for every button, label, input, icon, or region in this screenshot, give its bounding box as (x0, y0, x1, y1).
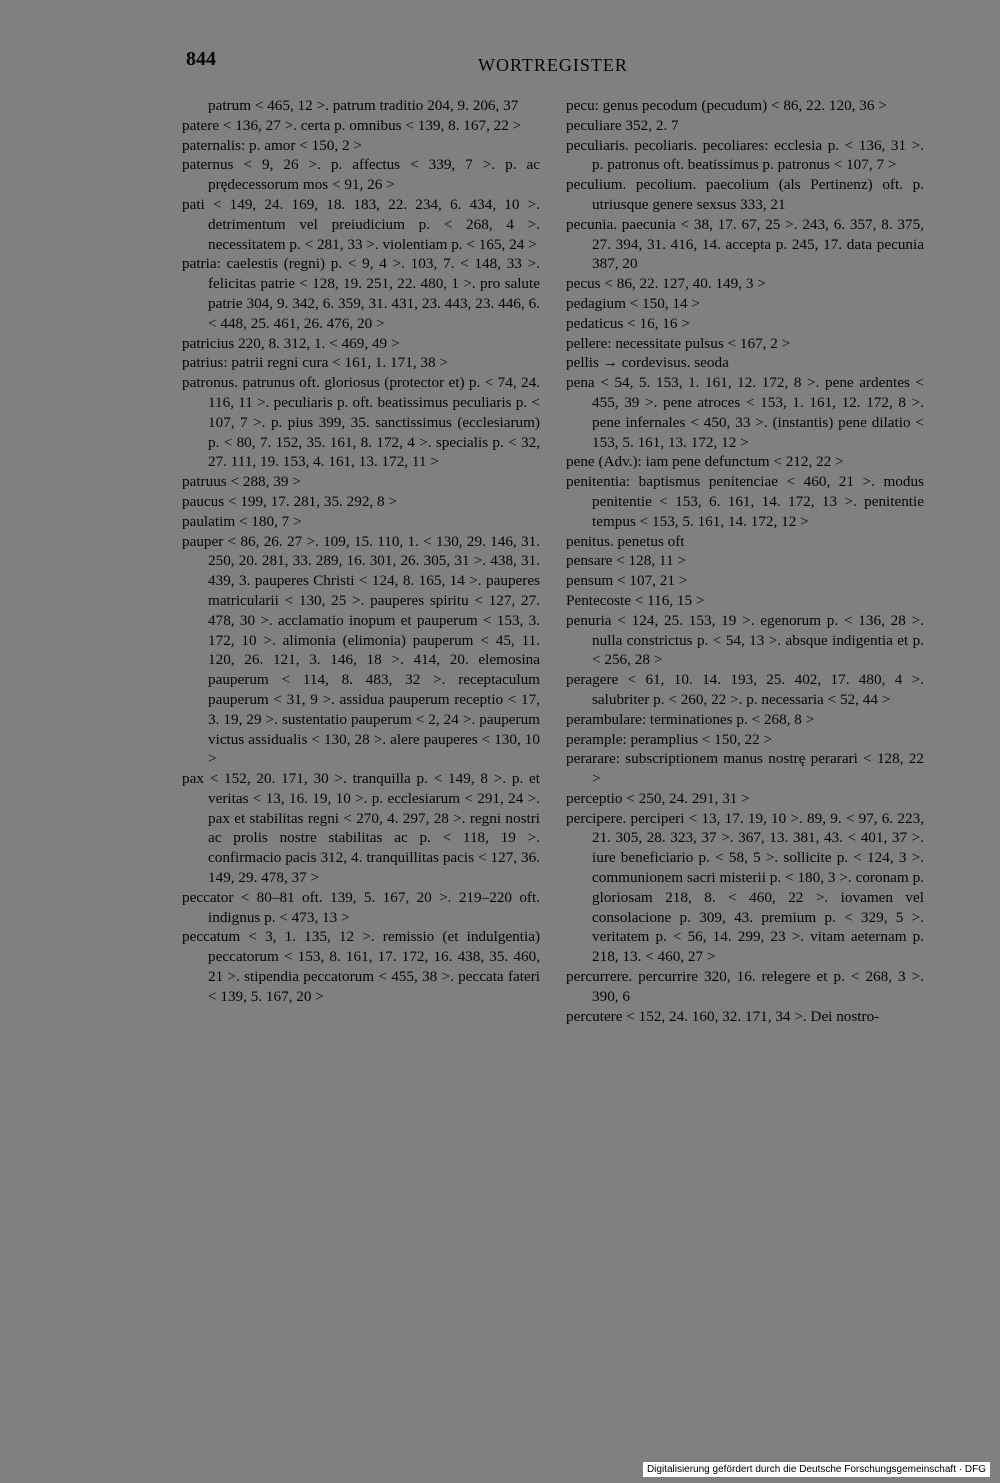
page-number: 844 (186, 48, 216, 70)
index-entry: patronus. patrunus oft. gloriosus (protector et) p. < 74, 24. 116, 11 >. peculiaris p. oft. beatissimus peculiaris p. < 107, 7 >. p. pius 399, 35. sanctissimus (ecclesiarum) p. < 80, 7. 152, 35. 161, 8. 172, 4 >. specialis p. < 32, 27. 111, 19. 153, 4. 161, 13. 172, 11 > (182, 374, 540, 471)
index-entry: percurrere. percurrire 320, 16. relegere et p. < 268, 3 >. 390, 6 (566, 968, 924, 1005)
index-entry: perarare: subscriptionem manus nostrę perarari < 128, 22 > (566, 750, 924, 788)
index-entry: patricius 220, 8. 312, 1. < 469, 49 > (182, 334, 400, 352)
dfg-stamp: Digitalisierung gefördert durch die Deutsche Forschungsgemeinschaft · DFG (643, 1462, 990, 1477)
index-entry: peculiare 352, 2. 7 (566, 116, 679, 134)
index-entry: pellere: necessitate pulsus < 167, 2 > (566, 334, 791, 352)
index-entry: pecunia. paecunia < 38, 17. 67, 25 >. 243, 6. 357, 8. 375, 27. 394, 31. 416, 14. accepta p. 245, 17. data pecunia 387, 20 (566, 215, 924, 273)
index-entry: peculium. pecolium. paecolium (als Pertinenz) oft. p. utriusque genere sexsus 333, 21 (566, 176, 924, 213)
index-entry: paucus < 199, 17. 281, 35. 292, 8 > (182, 492, 397, 510)
index-entry: pensum < 107, 21 > (566, 572, 688, 590)
index-entry: penitus. penetus oft (566, 532, 685, 550)
index-entry: Pentecoste < 116, 15 > (566, 591, 705, 609)
index-entry: pellis → cordevisus. seoda (566, 354, 729, 372)
index-entry: paternus < 9, 26 >. p. affectus < 339, 7 >. p. ac prędecessorum mos < 91, 26 > (182, 156, 540, 194)
index-entry: pati < 149, 24. 169, 18. 183, 22. 234, 6. 434, 10 >. detrimentum vel preiudicium p. < 268, 4 >. necessitatem p. < 281, 33 >. violentiam p. < 165, 24 > (182, 195, 540, 253)
index-entry: paulatim < 180, 7 > (182, 512, 302, 530)
index-entry: pax < 152, 20. 171, 30 >. tranquilla p. < 149, 8 >. p. et veritas < 13, 16. 19, 10 >. p. ecclesiarum < 291, 24 >. pax et stabilitas regni < 270, 4. 297, 28 >. regni nostri ac prolis nostre stabilitas ac p. < 118, 19 >. confirmacio pacis 312, 4. tranquillitas pacis < 127, 36. 149, 29. 478, 37 > (182, 770, 540, 887)
page-title: WORTREGISTER (478, 55, 628, 75)
index-entry: patrius: patrii regni cura < 161, 1. 171, 38 > (182, 354, 448, 372)
index-entry: peccatum < 3, 1. 135, 12 >. remissio (et indulgentia) peccatorum < 153, 8. 161, 17. 172, 16. 438, 35. 460, 21 >. stipendia peccatorum < 455, 38 >. peccata fateri < 139, 5. 167, 20 > (182, 928, 540, 1005)
index-entry: penuria < 124, 25. 153, 19 >. egenorum p. < 136, 28 >. nulla constrictus p. < 54, 13 >. absque indigentia et p. < 256, 28 > (566, 611, 924, 669)
index-entry: pecu: genus pecodum (pecudum) < 86, 22. 120, 36 > (566, 97, 887, 114)
index-entry: peculiaris. pecoliaris. pecoliares: ecclesia p. < 136, 31 >. p. patronus oft. beatissimus p. patronus < 107, 7 > (566, 136, 924, 174)
index-entry: perambulare: terminationes p. < 268, 8 > (566, 710, 815, 728)
index-entry: paternalis: p. amor < 150, 2 > (182, 136, 362, 154)
index-entry: pecus < 86, 22. 127, 40. 149, 3 > (566, 275, 766, 293)
index-entry: percipere. perciperi < 13, 17. 19, 10 >. 89, 9. < 97, 6. 223, 21. 305, 28. 323, 37 >. 367, 13. 381, 43. < 401, 37 >. iure beneficiario p. < 58, 5 >. sollicite p. < 124, 3 >. communionem sacri misterii p. < 180, 3 >. coronam p. gloriosam 218, 8. < 460, 22 >. iovamen vel consolacione p. 309, 43. premium p. < 329, 5 >. veritatem p. < 56, 14. 299, 23 >. vitam aeternam p. 218, 13. < 460, 27 > (566, 809, 924, 966)
left-column (182, 96, 540, 1007)
index-entry: peccator < 80–81 oft. 139, 5. 167, 20 >. 219–220 oft. indignus p. < 473, 13 > (182, 888, 540, 926)
index-entry: pedagium < 150, 14 > (566, 294, 700, 312)
index-entry: pene (Adv.): iam pene defunctum < 212, 22 > (566, 453, 844, 471)
right-column (566, 96, 924, 1026)
index-entry: patere < 136, 27 >. certa p. omnibus < 139, 8. 167, 22 > (182, 116, 522, 134)
scan-dots: · · · (44, 1448, 53, 1454)
index-entry: percutere < 152, 24. 160, 32. 171, 34 >. Dei nostro- (566, 1007, 880, 1025)
index-entry: patruus < 288, 39 > (182, 473, 301, 491)
index-entry: pensare < 128, 11 > (566, 552, 686, 570)
index-entry: penitentia: baptismus penitenciae < 460, 21 >. modus penitentie < 153, 6. 161, 14. 172, 13 >. penitentie tempus < 153, 5. 161, 14. 172, 12 > (566, 473, 924, 530)
index-entry: patria: caelestis (regni) p. < 9, 4 >. 103, 7. < 148, 33 >. felicitas patrie < 128, 19. 251, 22. 480, 1 >. pro salute patrie 304, 9. 342, 6. 359, 31. 431, 23. 443, 23. 446, 6. < 448, 25. 461, 26. 476, 20 > (182, 255, 540, 332)
index-entry: peragere < 61, 10. 14. 193, 25. 402, 17. 480, 4 >. salubriter p. < 260, 22 >. p. necessaria < 52, 44 > (566, 671, 924, 708)
index-entry: pauper < 86, 26. 27 >. 109, 15. 110, 1. < 130, 29. 146, 31. 250, 20. 281, 33. 289, 16. 301, 26. 305, 31 >. 438, 31. 439, 3. pauperes Christi < 124, 8. 165, 14 >. pauperes matricularii < 130, 25 >. pauperes spiritu < 127, 27. 478, 30 >. acclamatio inopum et pauperum < 153, 3. 172, 10 >. alimonia (elimonia) pauperum < 45, 11. 120, 26. 121, 3. 146, 18 >. 414, 20. elemosina pauperum < 114, 8. 483, 32 >. receptaculum pauperum < 31, 9 >. assidua pauperum receptio < 17, 3. 19, 29 >. sustentatio pauperum < 2, 24 >. pauperum victus assidualis < 130, 28 >. alere pauperes < 130, 10 > (182, 532, 540, 768)
index-entry: patrum < 465, 12 >. patrum traditio 204, 9. 206, 37 (208, 97, 519, 114)
index-entry: perceptio < 250, 24. 291, 31 > (566, 789, 750, 807)
index-entry: pena < 54, 5. 153, 1. 161, 12. 172, 8 >. pene ardentes < 455, 39 >. pene atroces < 153, 1. 161, 12. 172, 8 >. pene infernales < 450, 33 >. (instantis) pene dilatio < 153, 5. 161, 13. 172, 12 > (566, 374, 924, 451)
index-entry: pedaticus < 16, 16 > (566, 314, 690, 332)
index-entry: perample: peramplius < 150, 22 > (566, 730, 773, 748)
